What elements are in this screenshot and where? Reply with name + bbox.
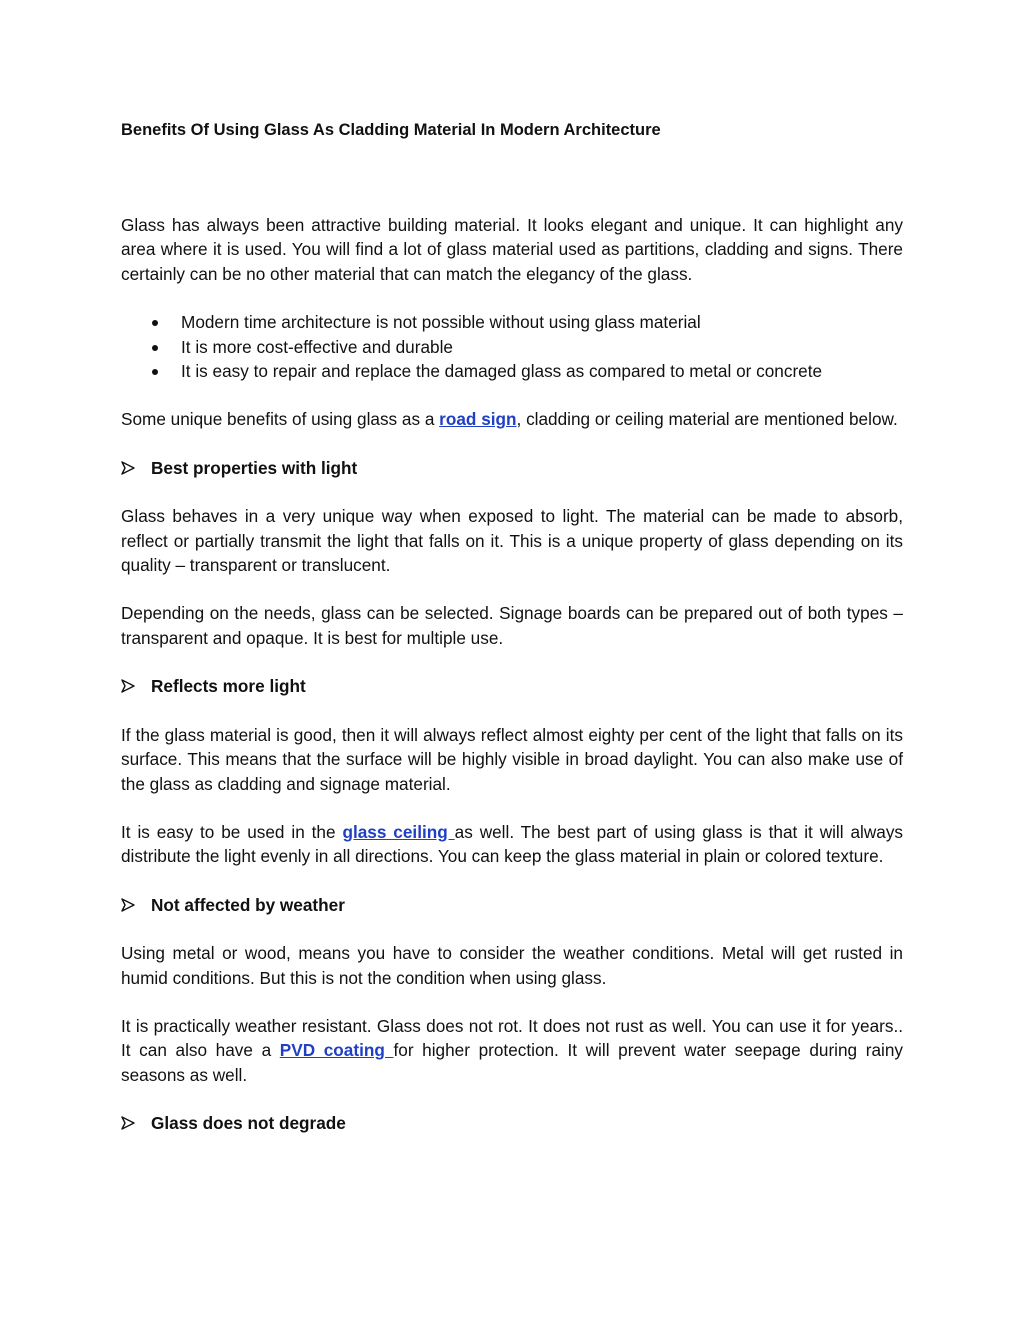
arrowhead-icon <box>121 461 135 475</box>
section-heading: Not affected by weather <box>121 893 903 917</box>
glass-ceiling-link[interactable]: glass ceiling <box>342 821 455 842</box>
section-heading: Reflects more light <box>121 674 903 698</box>
pvd-coating-link[interactable]: PVD coating <box>279 1040 394 1061</box>
arrowhead-icon <box>121 898 135 912</box>
document-content <box>121 118 903 1136</box>
section-paragraph: Using metal or wood, means you have to consider the weather conditions. Metal will get rusted in humid conditions. But this is not the condition when using glass. <box>121 943 903 988</box>
section-heading: Best properties with light <box>121 456 903 480</box>
benefits-paragraph: Some unique benefits of using glass as a road sign, cladding or ceiling material are mentioned below. <box>121 409 898 430</box>
document-title: Benefits Of Using Glass As Cladding Material In Modern Architecture <box>121 121 661 139</box>
bullet-dot-icon <box>152 345 158 351</box>
intro-paragraph: Glass has always been attractive building material. It looks elegant and unique. It can highlight any area where it is used. You will find a lot of glass material used as partitions, cladding and signs. There certainly can be no other material that can match the elegancy of the glass. <box>121 215 903 284</box>
section-paragraph: It is practically weather resistant. Glass does not rot. It does not rust as well. You can use it for years.. It can also have a PVD coating for higher protection. It will prevent water seepage during rainy seasons as well. <box>121 1015 903 1085</box>
bullet-dot-icon <box>152 369 158 375</box>
section-heading: Glass does not degrade <box>121 1111 903 1135</box>
section-paragraph: It is easy to be used in the glass ceiling as well. The best part of using glass is that it will always distribute the light evenly in all directions. You can keep the glass material in plain or colored texture. <box>121 821 904 867</box>
section-paragraph: Depending on the needs, glass can be selected. Signage boards can be prepared out of both types – transparent and opaque. It is best for multiple use. <box>121 603 903 648</box>
section-paragraph: If the glass material is good, then it will always reflect almost eighty per cent of the light that falls on its surface. This means that the surface will be highly visible in broad daylight. You can also make use of the glass as cladding and signage material. <box>121 724 903 794</box>
bullet-dot-icon <box>152 320 158 326</box>
list-item: It is easy to repair and replace the damaged glass as compared to metal or concrete <box>121 359 903 383</box>
road-sign-link[interactable]: road sign <box>439 409 517 430</box>
list-item: It is more cost-effective and durable <box>121 335 903 359</box>
list-item: Modern time architecture is not possible without using glass material <box>121 310 903 334</box>
arrowhead-icon <box>121 1116 135 1130</box>
bullet-list <box>121 310 903 383</box>
arrowhead-icon <box>121 679 135 693</box>
section-paragraph: Glass behaves in a very unique way when exposed to light. The material can be made to absorb, reflect or partially transmit the light that falls on it. This is a unique property of glass depending on its quality – transparent or translucent. <box>121 506 903 576</box>
